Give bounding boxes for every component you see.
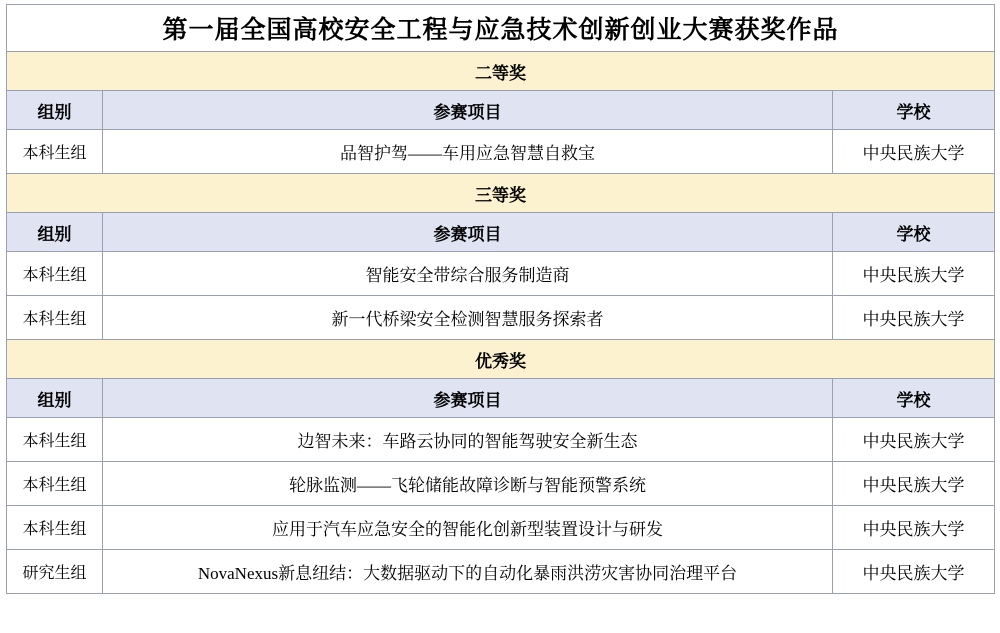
award-label: 三等奖 bbox=[7, 174, 995, 213]
cell-project: 应用于汽车应急安全的智能化创新型装置设计与研发 bbox=[103, 506, 833, 550]
cell-school: 中央民族大学 bbox=[833, 506, 995, 550]
cell-group: 本科生组 bbox=[7, 462, 103, 506]
table-row bbox=[7, 550, 995, 594]
table-row bbox=[7, 130, 995, 174]
cell-group: 本科生组 bbox=[7, 506, 103, 550]
cell-group: 本科生组 bbox=[7, 296, 103, 340]
cell-project: 品智护驾——车用应急智慧自救宝 bbox=[103, 130, 833, 174]
award-label: 二等奖 bbox=[7, 52, 995, 91]
cell-school: 中央民族大学 bbox=[833, 462, 995, 506]
cell-project: 新一代桥梁安全检测智慧服务探索者 bbox=[103, 296, 833, 340]
column-header-group: 组别 bbox=[7, 379, 103, 418]
column-header-project: 参赛项目 bbox=[103, 213, 833, 252]
column-header-school: 学校 bbox=[833, 91, 995, 130]
cell-group: 本科生组 bbox=[7, 252, 103, 296]
column-header-row bbox=[7, 213, 995, 252]
section-header-third-prize bbox=[7, 174, 995, 213]
column-header-group: 组别 bbox=[7, 213, 103, 252]
column-header-group: 组别 bbox=[7, 91, 103, 130]
page-title: 第一届全国高校安全工程与应急技术创新创业大赛获奖作品 bbox=[7, 5, 995, 52]
cell-school: 中央民族大学 bbox=[833, 252, 995, 296]
award-label: 优秀奖 bbox=[7, 340, 995, 379]
column-header-school: 学校 bbox=[833, 213, 995, 252]
cell-school: 中央民族大学 bbox=[833, 418, 995, 462]
column-header-row bbox=[7, 91, 995, 130]
cell-group: 本科生组 bbox=[7, 418, 103, 462]
cell-school: 中央民族大学 bbox=[833, 296, 995, 340]
cell-project: 智能安全带综合服务制造商 bbox=[103, 252, 833, 296]
table-row bbox=[7, 506, 995, 550]
cell-school: 中央民族大学 bbox=[833, 130, 995, 174]
cell-project: 边智未来：车路云协同的智能驾驶安全新生态 bbox=[103, 418, 833, 462]
column-header-school: 学校 bbox=[833, 379, 995, 418]
table-row bbox=[7, 252, 995, 296]
cell-group: 研究生组 bbox=[7, 550, 103, 594]
column-header-project: 参赛项目 bbox=[103, 91, 833, 130]
cell-project: 轮脉监测——飞轮储能故障诊断与智能预警系统 bbox=[103, 462, 833, 506]
column-header-project: 参赛项目 bbox=[103, 379, 833, 418]
cell-group: 本科生组 bbox=[7, 130, 103, 174]
table-row bbox=[7, 462, 995, 506]
table-row bbox=[7, 296, 995, 340]
section-header-second-prize bbox=[7, 52, 995, 91]
cell-project: NovaNexus新息纽结：大数据驱动下的自动化暴雨洪涝灾害协同治理平台 bbox=[103, 550, 833, 594]
document-title-row bbox=[7, 5, 995, 52]
cell-school: 中央民族大学 bbox=[833, 550, 995, 594]
award-table bbox=[6, 4, 995, 594]
section-header-excellence-prize bbox=[7, 340, 995, 379]
table-row bbox=[7, 418, 995, 462]
column-header-row bbox=[7, 379, 995, 418]
